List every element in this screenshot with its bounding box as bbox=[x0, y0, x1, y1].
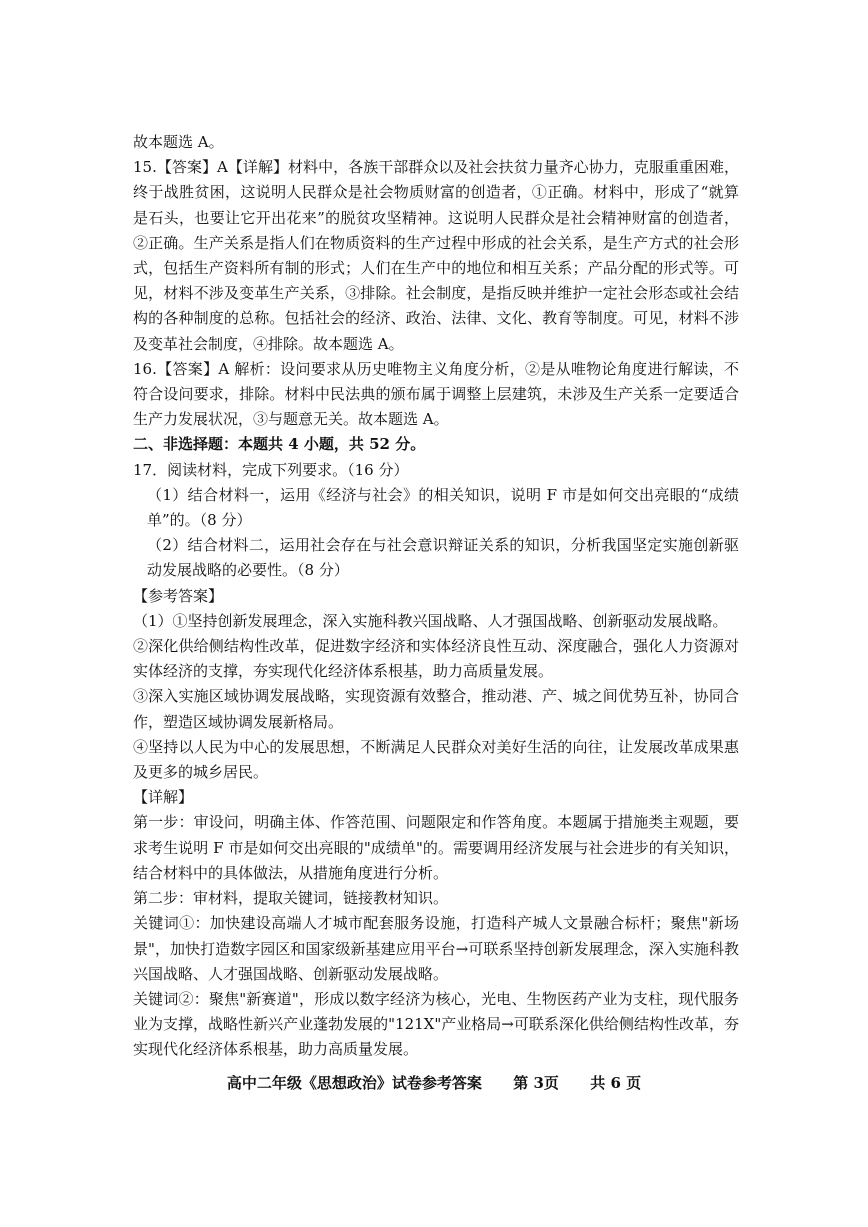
question-17-part-2: （2）结合材料二，运用社会存在与社会意识辩证关系的知识，分析我国坚定实施创新驱动发展战略的必要性。（8 分） bbox=[147, 536, 739, 580]
reference-answer-point-2: ②深化供给侧结构性改革，促进数字经济和实体经济良性互动、深度融合，强化人力资源对实体经济的支撑，夯实现代化经济体系根基，助力高质量发展。 bbox=[133, 637, 739, 681]
reference-answer-point-3: ③深入实施区域协调发展战略，实现资源有效整合，推动港、产、城之间优势互补，协同合作，塑造区域协调发展新格局。 bbox=[133, 687, 739, 731]
detail-step-2: 第二步：审材料，提取关键词，链接教材知识。 bbox=[133, 889, 449, 908]
section-heading-non-choice: 二、非选择题：本题共 4 小题，共 52 分。 bbox=[133, 435, 426, 454]
reference-answer-point-1: （1）①坚持创新发展理念，深入实施科教兴国战略、人才强国战略、创新驱动发展战略。 bbox=[133, 611, 728, 630]
answer-content bbox=[133, 130, 739, 1063]
paragraph-answer-16: 16.【答案】A 解析：设问要求从历史唯物主义角度分析，②是从唯物论角度进行解读，不符合设问要求，排除。材料中民法典的颁布属于调整上层建筑，未涉及生产关系一定要适合生产力发展状况，③与题意无关。故本题选 A。 bbox=[133, 359, 739, 429]
page-footer: 高中二年级《思想政治》试卷参考答案 第 3页 共 6 页 bbox=[226, 1074, 642, 1092]
paragraph-conclusion-14: 故本题选 A。 bbox=[133, 133, 224, 151]
detail-heading: 【详解】 bbox=[133, 788, 194, 807]
detail-keyword-2: 关键词②：聚焦"新赛道"，形成以数字经济为核心，光电、生物医药产业为支柱，现代服务业为支撑，战略性新兴产业蓬勃发展的"121X"产业格局→可联系深化供给侧结构性改革，夯实现代化经济体系根基，助力高质量发展。 bbox=[133, 989, 739, 1059]
question-17-stem: 17．阅读材料，完成下列要求。（16 分） bbox=[133, 460, 409, 479]
detail-keyword-1: 关键词①：加快建设高端人才城市配套服务设施，打造科产城人文景融合标杆；聚焦"新场景"，加快打造数字园区和国家级新基建应用平台→可联系坚持创新发展理念，深入实施科教兴国战略、人才强国战略、创新驱动发展战略。 bbox=[133, 914, 739, 983]
paragraph-answer-15: 15.【答案】A【详解】材料中，各族干部群众以及社会扶贫力量齐心协力，克服重重困难，终于战胜贫困，这说明人民群众是社会物质财富的创造者，①正确。材料中，形成了“就算是石头，也要让它开出花来”的脱贫攻坚精神。这说明人民群众是社会精神财富的创造者，②正确。生产关系是指人们在物质资料的生产过程中形成的社会关系，是生产方式的社会形式，包括生产资料所有制的形式；人们在生产中的地位和相互关系；产品分配的形式等。可见，材料不涉及变革生产关系，③排除。社会制度，是指反映并维护一定社会形态或社会结构的各种制度的总称。包括社会的经济、政治、法律、文化、教育等制度。可见，材料不涉及变革社会制度，④排除。故本题选 A。 bbox=[133, 158, 739, 353]
reference-answer-heading: 【参考答案】 bbox=[133, 586, 224, 605]
question-17-part-1: （1）结合材料一，运用《经济与社会》的相关知识，说明 F 市是如何交出亮眼的“成绩单”的。（8 分） bbox=[147, 485, 739, 530]
reference-answer-point-4: ④坚持以人民为中心的发展思想，不断满足人民群众对美好生活的向往，让发展改革成果惠及更多的城乡居民。 bbox=[133, 737, 739, 782]
detail-step-1: 第一步：审设问，明确主体、作答范围、问题限定和作答角度。本题属于措施类主观题，要求考生说明 F 市是如何交出亮眼的"成绩单"的。需要调用经济发展与社会进步的有关知识，结合材料中的具体做法，从措施角度进行分析。 bbox=[133, 813, 739, 882]
